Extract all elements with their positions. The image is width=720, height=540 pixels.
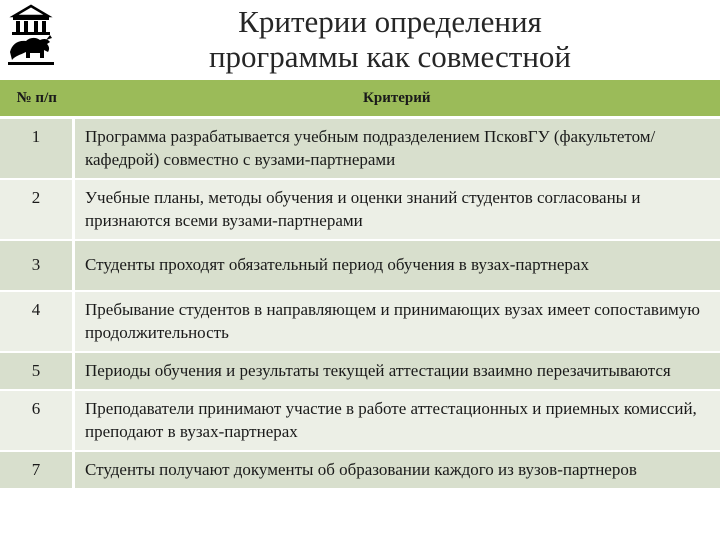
row-number: 1 — [0, 118, 74, 180]
row-number: 4 — [0, 291, 74, 352]
table-row — [0, 240, 720, 291]
row-number: 2 — [0, 179, 74, 240]
header-criterion: Критерий — [74, 80, 720, 118]
page-title — [70, 4, 710, 74]
table-row — [0, 451, 720, 488]
table-row — [0, 390, 720, 451]
row-number: 6 — [0, 390, 74, 451]
university-logo — [0, 0, 62, 70]
criteria-table — [0, 80, 720, 488]
title-line-2: программы как совместной — [208, 39, 572, 74]
row-criterion: Периоды обучения и результаты текущей аттестации взаимно перезачитываются — [74, 352, 720, 390]
table-header-row — [0, 80, 720, 118]
row-criterion: Пребывание студентов в направляющем и принимающих вузах имеет сопоставимую продолжительность — [74, 291, 720, 352]
table-row — [0, 179, 720, 240]
row-number: 5 — [0, 352, 74, 390]
row-criterion: Студенты получают документы об образовании каждого из вузов-партнеров — [74, 451, 720, 488]
title-line-1: Критерии определения — [238, 4, 542, 39]
table-row — [0, 118, 720, 180]
row-number: 3 — [0, 240, 74, 291]
table-row — [0, 352, 720, 390]
header-number: № п/п — [0, 80, 74, 118]
table-row — [0, 291, 720, 352]
row-criterion: Программа разрабатывается учебным подразделением ПсковГУ (факультетом/кафедрой) совместно с вузами-партнерами — [74, 118, 720, 180]
row-number: 7 — [0, 451, 74, 488]
row-criterion: Студенты проходят обязательный период обучения в вузах-партнерах — [74, 240, 720, 291]
row-criterion: Учебные планы, методы обучения и оценки знаний студентов согласованы и признаются всеми вузами-партнерами — [74, 179, 720, 240]
row-criterion: Преподаватели принимают участие в работе аттестационных и приемных комиссий, преподают в вузах-партнерах — [74, 390, 720, 451]
